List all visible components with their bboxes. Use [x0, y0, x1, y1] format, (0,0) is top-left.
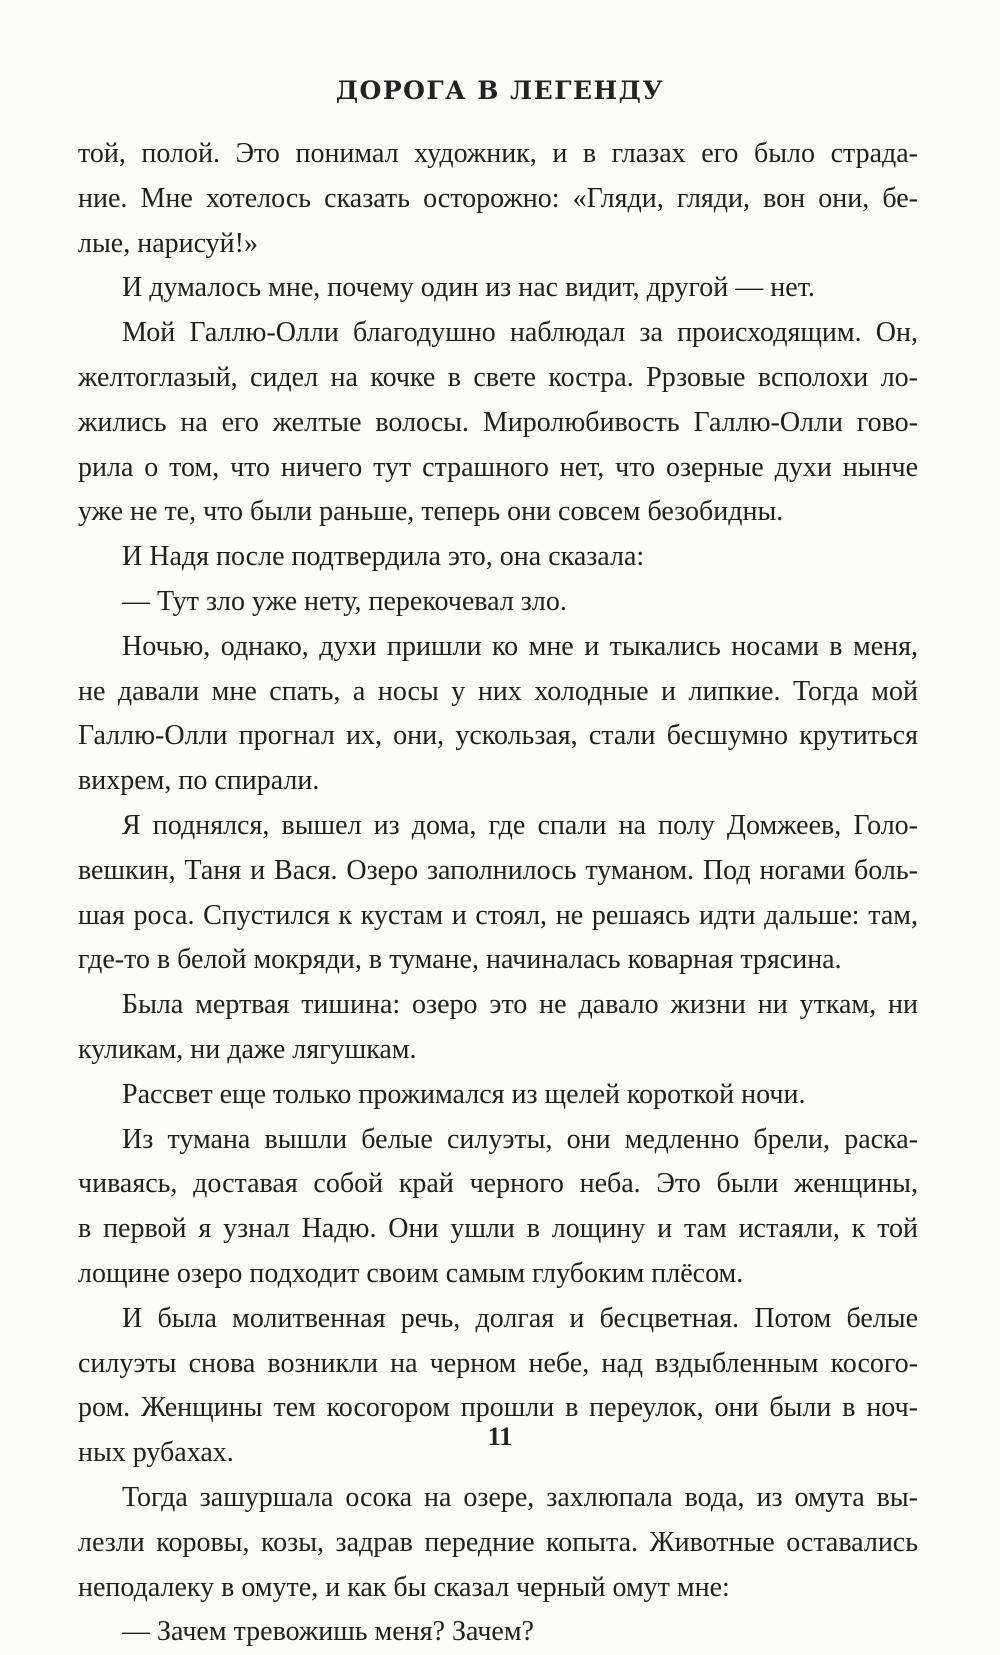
text-line: Галлю-Олли прогнал их, они, ускользая, стали бесшумно крутиться: [78, 720, 918, 752]
text-line: шая роса. Спустился к кустам и стоял, не решаясь идти дальше: там,: [78, 899, 918, 931]
text-line: Рассвет еще только прожимался из щелей короткой ночи.: [122, 1078, 806, 1110]
text-line: лые, нарисуй!»: [78, 227, 258, 259]
text-line: И была молитвенная речь, долгая и бесцветная. Потом белые: [122, 1302, 918, 1334]
text-line: И Надя после подтвердила это, она сказала:: [122, 541, 645, 573]
text-line: куликам, ни даже лягушкам.: [78, 1033, 417, 1065]
text-line: Ночью, однако, духи пришли ко мне и тыкались носами в меня,: [122, 630, 918, 662]
text-line: вихрем, по спирали.: [78, 765, 320, 797]
text-line: чиваясь, доставая собой край черного неба. Это были женщины,: [78, 1168, 918, 1200]
text-line: жились на его желтые волосы. Миролюбивость Галлю-Олли гово-: [78, 406, 918, 438]
text-line: ние. Мне хотелось сказать осторожно: «Гляди, гляди, вон они, бе-: [78, 182, 918, 214]
text-line: рила о том, что ничего тут страшного нет, что озерные духи нынче: [78, 451, 918, 483]
text-line: уже не те, что были раньше, теперь они совсем безобидны.: [78, 496, 784, 528]
text-line: неподалеку в омуте, и как бы сказал черный омут мне:: [78, 1571, 730, 1603]
text-line: ных рубахах.: [78, 1437, 234, 1469]
text-line: силуэты снова возникли на черном небе, над вздыбленным косого-: [78, 1347, 918, 1379]
text-line: вешкин, Таня и Вася. Озеро заполнилось туманом. Под ногами боль-: [78, 854, 918, 886]
text-line: Из тумана вышли белые силуэты, они медленно брели, раска-: [122, 1123, 918, 1155]
text-line: ром. Женщины тем косогором прошли в переулок, они были в ноч-: [78, 1392, 918, 1424]
text-line: И думалось мне, почему один из нас видит, другой — нет.: [122, 272, 815, 304]
text-line: желтоглазый, сидел на кочке в свете костра. Ррзовые всполохи ло-: [78, 361, 918, 393]
running-head: ДОРОГА В ЛЕГЕНДУ: [335, 76, 665, 105]
text-line: — Тут зло уже нету, перекочевал зло.: [122, 585, 567, 617]
text-line: Мой Галлю-Олли благодушно наблюдал за происходящим. Он,: [122, 317, 918, 349]
text-line: — Зачем тревожишь меня? Зачем?: [122, 1616, 534, 1648]
text-line: не давали мне спать, а носы у них холодные и липкие. Тогда мой: [78, 675, 918, 707]
text-line: Я поднялся, вышел из дома, где спали на полу Домжеев, Голо-: [122, 809, 918, 841]
text-line: Была мертвая тишина: озеро это не давало жизни ни уткам, ни: [122, 989, 918, 1021]
text-line: лощине озеро подходит своим самым глубоким плёсом.: [78, 1257, 744, 1289]
page-number: 11: [487, 1422, 513, 1451]
text-line: где-то в белой мокряди, в тумане, начиналась коварная трясина.: [78, 944, 842, 976]
text-line: той, полой. Это понимал художник, и в глазах его было страда-: [78, 138, 918, 169]
text-line: лезли коровы, козы, задрав передние копыта. Животные оставались: [78, 1526, 918, 1558]
text-line: в первой я узнал Надю. Они ушли в лощину и там истаяли, к той: [78, 1213, 918, 1245]
text-line: Тогда зашуршала осока на озере, захлюпала вода, из омута вы-: [122, 1481, 918, 1513]
